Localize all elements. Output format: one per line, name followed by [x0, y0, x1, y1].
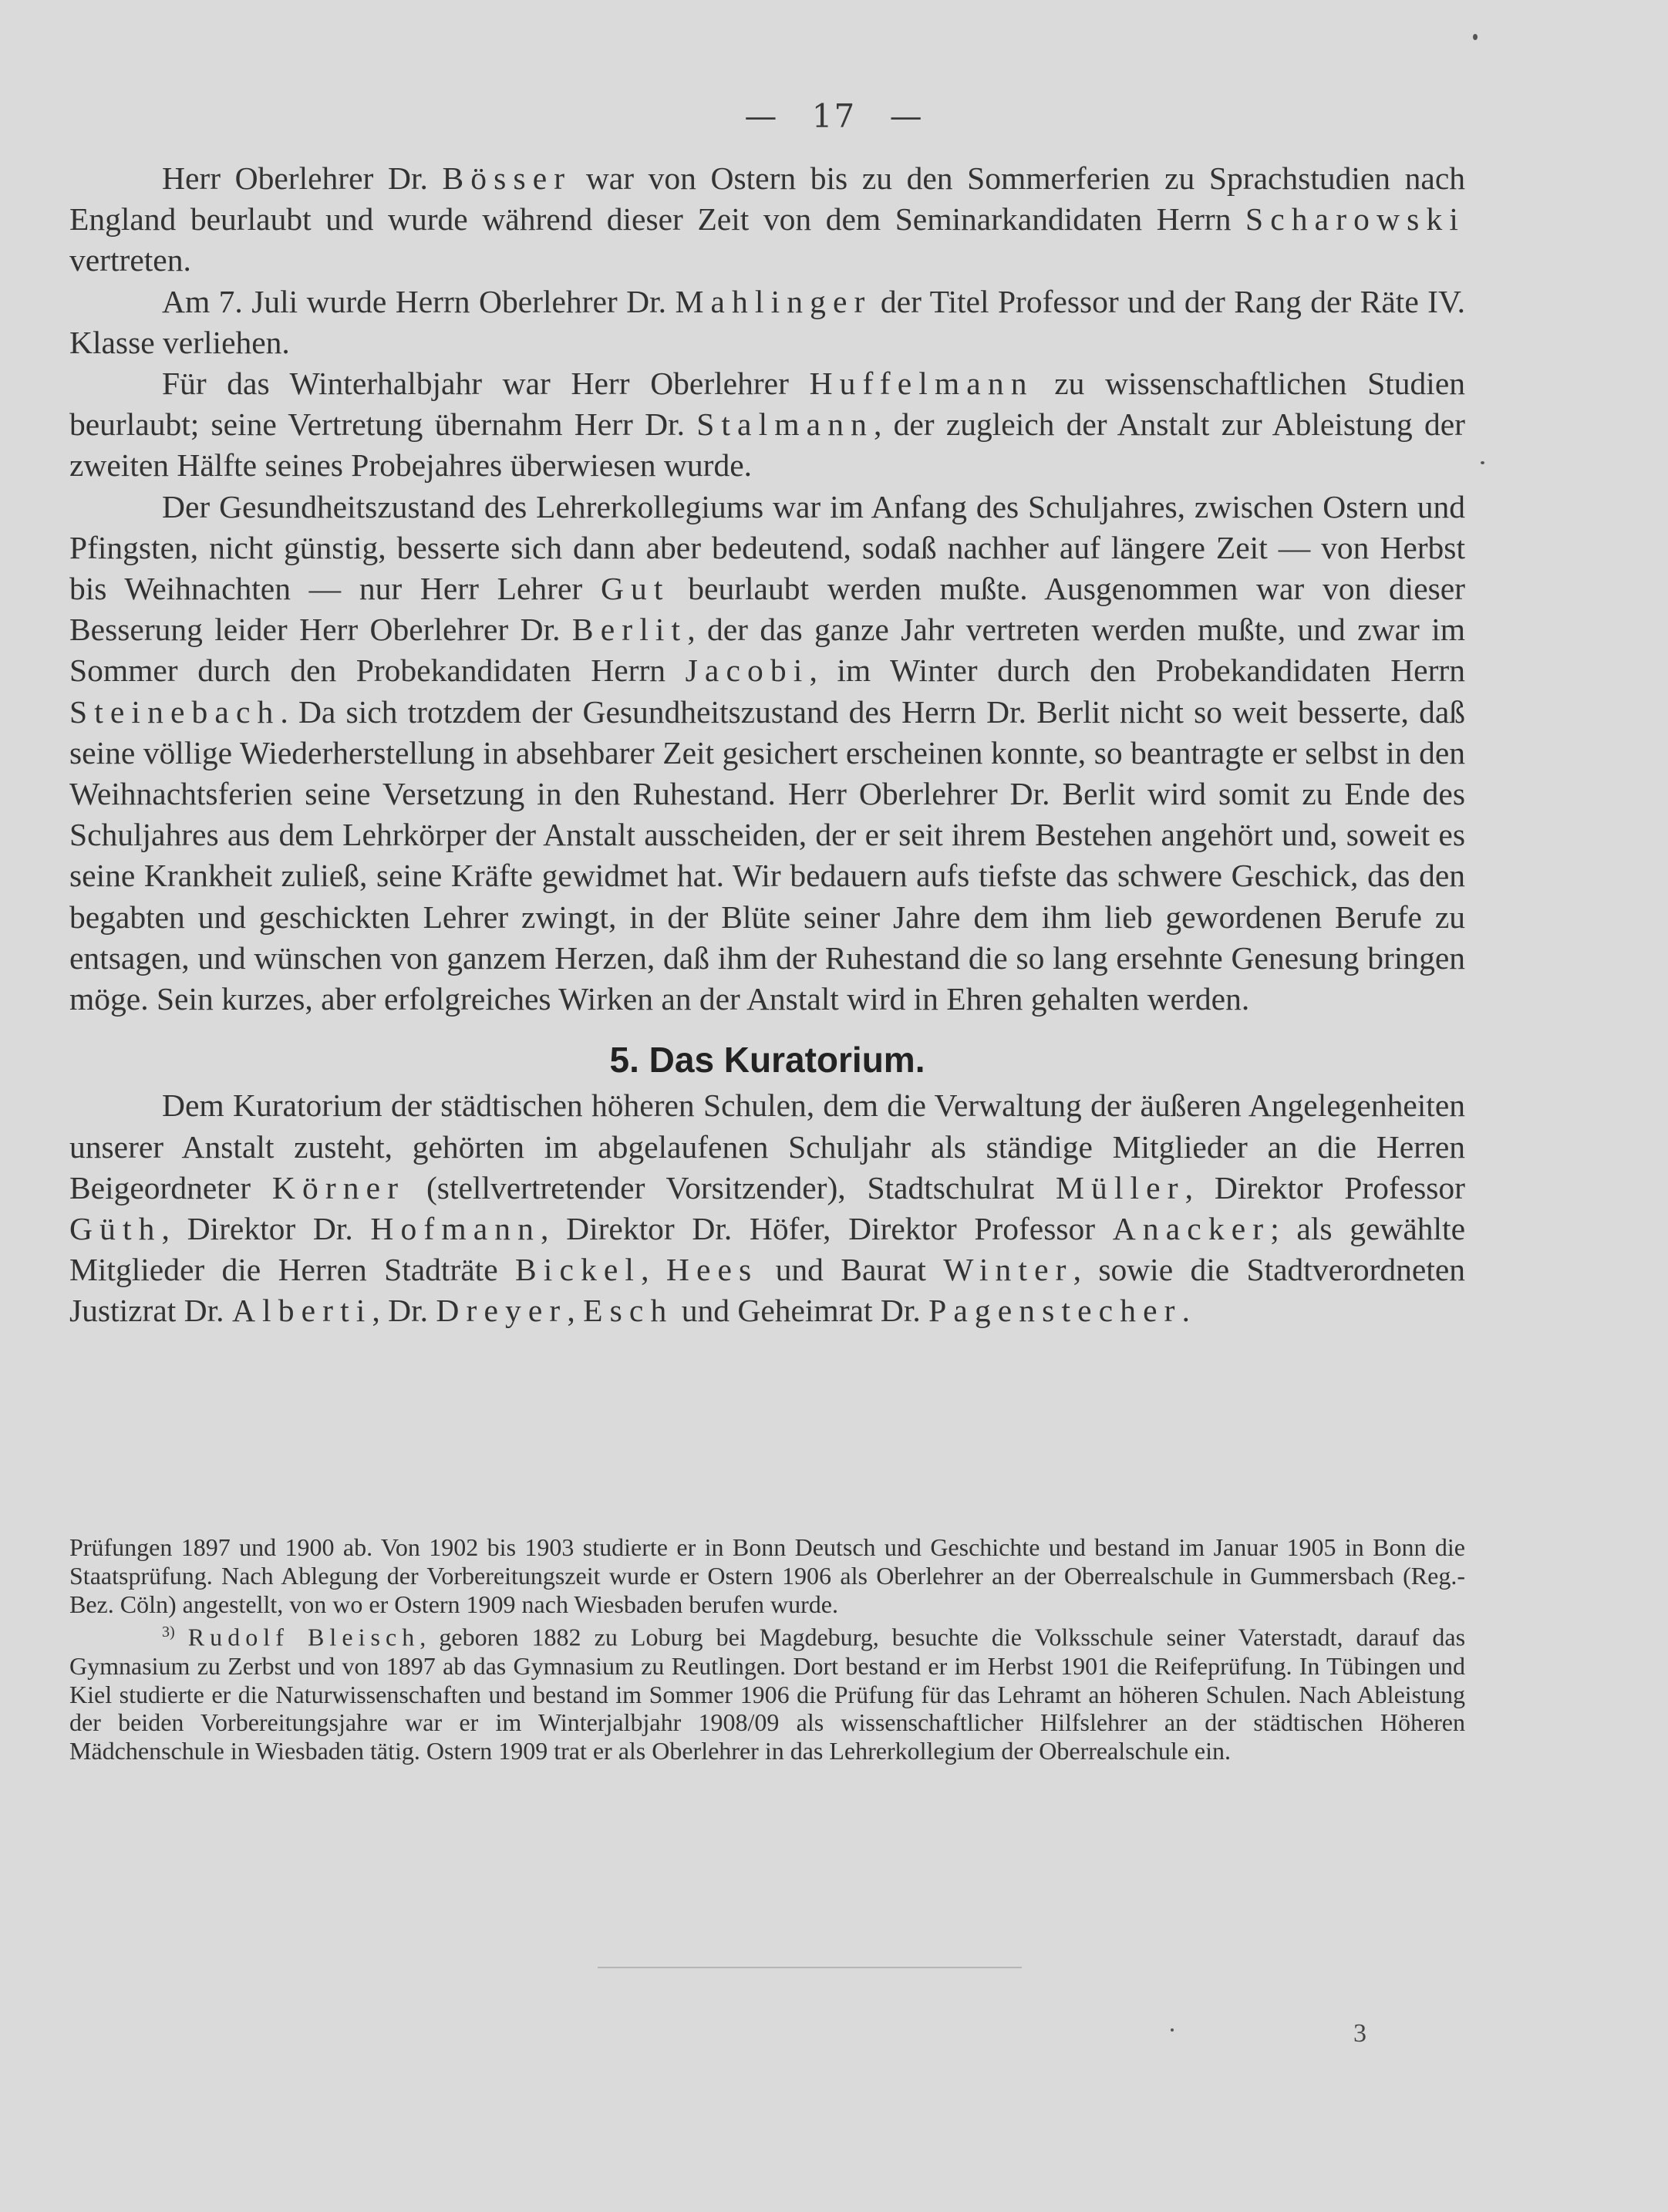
footnote-marker: 3) [162, 1624, 175, 1641]
footnote-person-name: Rudolf Bleisch [187, 1624, 420, 1652]
footnotes [69, 1533, 1465, 1765]
text-run: . Da sich trotzdem der Gesundheitszustand des Herrn Dr. Berlit nicht so weit besserte, daß seine völlige Wiederherstellung in absehbarer Zeit gesichert erscheinen konnte, so beantragte er selbst in den Weihnachtsferien seine Versetzung in den Ruhestand. Herr Oberlehrer Dr. Berlit wird somit zu Ende des Schuljahres aus dem Lehrkörper der Anstalt ausscheiden, der er seit ihrem Bestehen angehört und, soweit es seine Krankheit zuließ, seine Kräfte gewidmet hat. Wir bedauern aufs tiefste das schwere Geschick, das den begabten und geschickten Lehrer zwingt, in der Blüte seiner Jahre dem ihm lieb gewordenen Berufe zu entsagen, und wünschen von ganzem Herzen, daß ihm der Ruhestand die so lang ersehnte Genesung bringen möge. Sein kurzes, aber erfolgreiches Wirken an der Anstalt wird in Ehren gehalten werden. [69, 693, 1465, 1017]
text-run: Herr Oberlehrer Dr. [162, 160, 443, 196]
spaced-name: Hees [666, 1252, 759, 1288]
text-run: , [567, 1293, 584, 1329]
dust-speck [1473, 34, 1478, 40]
text-run: vertreten. [69, 242, 191, 278]
spaced-name: Pagenstecher [928, 1293, 1182, 1329]
text-run: und Baurat [758, 1252, 944, 1288]
text-run: beurlaubt werden mußte. Ausgenommen war von dieser Besserung leider Herr Oberlehrer Dr. [69, 571, 1465, 648]
spaced-name: Mahlinger [675, 283, 872, 319]
header-dash-right: — [889, 97, 924, 135]
text-run: Dem Kuratorium der städtischen höheren Schulen, dem die Verwaltung der äußeren Angelegenheiten unserer Anstalt zusteht, gehörten im abgelaufenen Schuljahr als ständige Mitglieder an die Herren Beigeordneter [69, 1087, 1465, 1205]
page-header [0, 97, 1668, 135]
text-run: Am 7. Juli wurde Herrn Oberlehrer Dr. [162, 283, 676, 319]
text-run: und Geheimrat Dr. [673, 1293, 929, 1329]
text-run: ; als gewählte Mitglieder die Herren Stadträte [69, 1211, 1465, 1288]
spaced-name: Esch [583, 1293, 674, 1329]
paragraph-gesundheitszustand [69, 487, 1465, 1020]
text-run: , sowie die Stadtverordneten Justizrat Dr. [69, 1252, 1466, 1329]
footnote-3 [69, 1618, 1465, 1765]
text-run: , Direktor Dr. Höfer, Direktor Professor [541, 1211, 1113, 1247]
text-run: , Dr. [372, 1293, 436, 1329]
text-run: zu wissenschaftlichen Studien beurlaubt; seine Vertretung übernahm Herr Dr. [69, 366, 1465, 443]
spaced-name: Hofmann [370, 1211, 541, 1247]
spaced-name: Bösser [442, 160, 572, 196]
spaced-name: Scharowski [1245, 201, 1465, 238]
paragraph-boesser [69, 158, 1465, 282]
footnote-3-text: , geboren 1882 zu Loburg bei Magdeburg, besuchte die Volksschule seiner Vaterstadt, darauf das Gymnasium zu Zerbst und von 1897 ab das Gymnasium zu Reutlingen. Dort bestand er im Herbst 1901 die Reifeprüfung. In Tübingen und Kiel studierte er die Naturwissenschaften und bestand im Sommer 1906 die Prüfung für das Lehramt an höheren Schulen. Nach Ableistung der beiden Vorbereitungsjahre war er im Winterjalbjahr 1908/09 als wissenschaftlicher Hilfslehrer an der städtischen Höheren Mädchenschule in Wiesbaden tätig. Ostern 1909 trat er als Oberlehrer in das Lehrerkollegium der Oberrealschule ein. [69, 1624, 1466, 1765]
spaced-name: Steinebach [69, 693, 281, 730]
spaced-name: Alberti [231, 1293, 372, 1329]
signature-mark: 3 [1353, 2019, 1366, 2048]
text-run: Der Gesundheitszustand des Lehrerkollegiums war im Anfang des Schuljahres, zwischen Ostern und Pfingsten, nicht günstig, besserte sich dann aber bedeutend, sodaß nachher auf längere Zeit — von Herbst bis Weihnachten — nur Herr Lehrer [69, 488, 1465, 607]
dust-speck [1481, 461, 1484, 464]
paragraph-kuratorium [69, 1085, 1465, 1331]
page-number: 17 [811, 97, 857, 135]
text-run: der Titel Professor und der Rang der Räte IV. Klasse verliehen. [69, 283, 1465, 360]
spaced-name: Dreyer [436, 1293, 568, 1329]
text-run: Für das Winterhalbjahr war Herr Oberlehrer [162, 366, 810, 402]
spaced-name: Huffelmann [809, 366, 1034, 402]
spaced-name: Güth [69, 1211, 162, 1247]
dust-speck [1171, 2028, 1174, 2032]
spaced-name: Stalmann [696, 406, 874, 443]
paragraph-huffelmann [69, 363, 1465, 487]
text-run: , [641, 1252, 666, 1288]
spaced-name: Bickel [514, 1252, 642, 1288]
spaced-name: Berlit [571, 612, 688, 648]
main-text [69, 158, 1465, 1332]
footnote-continued: Prüfungen 1897 und 1900 ab. Von 1902 bis 1903 studierte er in Bonn Deutsch und Geschichte und bestand im Januar 1905 in Bonn die Staatsprüfung. Nach Ablegung der Vorbereitungszeit wurde er Ostern 1906 als Oberlehrer an der Oberrealschule in Gummersbach (Reg.-Bez. Cöln) angestellt, von wo er Ostern 1909 nach Wiesbaden berufen wurde. [69, 1533, 1465, 1618]
spaced-name: Körner [271, 1169, 406, 1205]
text-run: , Direktor Dr. [161, 1211, 371, 1247]
text-run: , im Winter durch den Probekandidaten Herrn [809, 652, 1465, 689]
paragraph-mahlinger [69, 282, 1465, 363]
spaced-name: Müller [1055, 1169, 1185, 1205]
spaced-name: Jacobi [685, 652, 810, 689]
spaced-name: Anacker [1112, 1211, 1271, 1247]
text-run: , Direktor Professor [1184, 1169, 1465, 1205]
text-run: , der das ganze Jahr vertreten werden mußte, und zwar im Sommer durch den Probekandidaten Herrn [69, 612, 1466, 689]
text-run: war von Ostern bis zu den Sommerferien zu Sprachstudien nach England beurlaubt und wurde während dieser Zeit von dem Seminarkandidaten Herrn [69, 160, 1465, 238]
text-run: (stellvertretender Vorsitzender), Stadtschulrat [405, 1169, 1056, 1205]
section-heading: 5. Das Kuratorium. [609, 1040, 925, 1081]
spaced-name: Winter [943, 1252, 1073, 1288]
text-run: . [1181, 1293, 1190, 1329]
spaced-name: Gut [600, 571, 670, 607]
header-dash-left: — [744, 97, 779, 135]
bottom-rule [598, 1967, 1022, 1968]
text-run: , der zugleich der Anstalt zur Ableistung der zweiten Hälfte seines Probejahres überwiesen wurde. [69, 406, 1465, 484]
